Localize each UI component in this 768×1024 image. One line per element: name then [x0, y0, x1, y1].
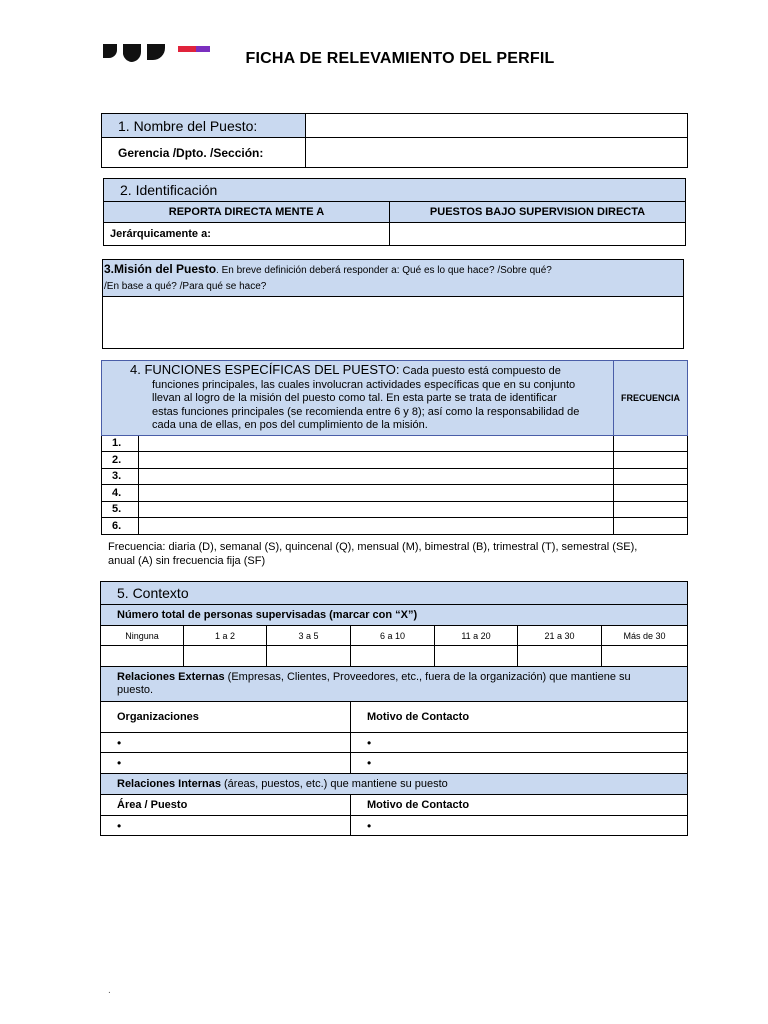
funciones-desc-2: llevan al logro de la misión del puesto como tal. En esta parte se trata de identificar	[152, 392, 557, 404]
organizacion-bullet-field[interactable]: •	[101, 733, 351, 753]
motivo-bullet-field[interactable]: •	[351, 753, 688, 774]
relaciones-externas-desc-2: puesto.	[117, 684, 154, 696]
area-bullet-field[interactable]: •	[101, 816, 351, 836]
mision-desc-2: /En base a qué? /Para qué se hace?	[104, 281, 267, 292]
range-11-20: 11 a 20	[435, 626, 518, 646]
relaciones-internas-cell	[101, 774, 688, 795]
mision-desc-1: . En breve definición deberá responder a: Qué es lo que hace? /Sobre qué?	[216, 265, 552, 276]
organizacion-bullet-field[interactable]: •	[101, 753, 351, 774]
motivo-contacto-header-2: Motivo de Contacto	[351, 795, 688, 816]
relaciones-externas-desc: (Empresas, Clientes, Proveedores, etc., fuera de la organización) que mantiene su	[224, 671, 631, 683]
motivo-contacto-header: Motivo de Contacto	[351, 702, 688, 733]
jerarquicamente-label: Jerárquicamente a:	[104, 223, 390, 246]
funciones-desc-3: estas funciones principales (se recomienda entre 6 y 8); así como la responsabilidad de	[152, 405, 580, 418]
range-checkbox[interactable]	[267, 646, 351, 667]
funcion-row-number: 4.	[102, 484, 139, 501]
area-puesto-header: Área / Puesto	[101, 795, 351, 816]
funcion-row-number: 1.	[102, 435, 139, 451]
footer-mark: .	[108, 985, 111, 996]
frecuencia-field[interactable]	[614, 484, 688, 501]
page-title: FICHA DE RELEVAMIENTO DEL PERFIL	[245, 50, 555, 67]
relaciones-internas-desc: (áreas, puestos, etc.) que mantiene su puesto	[220, 778, 448, 790]
motivo-bullet-field[interactable]: •	[351, 733, 688, 753]
section-contexto	[100, 581, 688, 836]
frecuencia-note-line1: Frecuencia: diaria (D), semanal (S), quincenal (Q), mensual (M), bimestral (B), trimestral (T), semestral (SE),	[108, 541, 638, 553]
motivo-bullet-field-2[interactable]: •	[351, 816, 688, 836]
funcion-field[interactable]	[139, 468, 614, 484]
frecuencia-field[interactable]	[614, 517, 688, 534]
relaciones-externas-label: Relaciones Externas	[117, 671, 225, 683]
section-mision	[102, 259, 684, 349]
range-21-30: 21 a 30	[518, 626, 602, 646]
range-6-10: 6 a 10	[351, 626, 435, 646]
funciones-header-cell	[102, 361, 614, 436]
organizaciones-header: Organizaciones	[101, 702, 351, 733]
funciones-desc-start: Cada puesto está compuesto de	[402, 365, 561, 377]
funciones-desc-1: funciones principales, las cuales involucran actividades específicas que en su conjunto	[152, 378, 576, 391]
mision-field[interactable]	[103, 297, 684, 349]
funcion-field[interactable]	[139, 517, 614, 534]
range-3-5: 3 a 5	[267, 626, 351, 646]
funciones-heading: 4. FUNCIONES ESPECÍFICAS DEL PUESTO:	[130, 362, 400, 377]
funcion-field[interactable]	[139, 435, 614, 451]
funcion-field[interactable]	[139, 484, 614, 501]
puestos-supervision-field[interactable]	[390, 223, 686, 246]
section-funciones	[101, 360, 688, 535]
frecuencia-field[interactable]	[614, 468, 688, 484]
funcion-field[interactable]	[139, 501, 614, 517]
range-checkbox[interactable]	[101, 646, 184, 667]
gerencia-field[interactable]	[306, 138, 688, 168]
supervisadas-label: Número total de personas supervisadas (marcar con “X”)	[101, 605, 688, 626]
funcion-row-number: 2.	[102, 451, 139, 468]
frecuencia-field[interactable]	[614, 435, 688, 451]
gerencia-label: Gerencia /Dpto. /Sección:	[102, 138, 306, 168]
frecuencia-header: FRECUENCIA	[614, 361, 688, 436]
mision-header-cell	[103, 260, 684, 297]
frecuencia-note	[108, 540, 686, 568]
mision-heading: 3.Misión del Puesto	[104, 262, 217, 276]
relaciones-internas-label: Relaciones Internas	[117, 778, 221, 790]
frecuencia-field[interactable]	[614, 501, 688, 517]
funcion-row-number: 5.	[102, 501, 139, 517]
frecuencia-note-line2: anual (A) sin frecuencia fija (SF)	[108, 555, 266, 567]
supervision-header: PUESTOS BAJO SUPERVISION DIRECTA	[390, 202, 686, 223]
range-ninguna: Ninguna	[101, 626, 184, 646]
nombre-puesto-field[interactable]	[306, 114, 688, 138]
frecuencia-field[interactable]	[614, 451, 688, 468]
section-identificacion	[103, 178, 686, 246]
contexto-heading: 5. Contexto	[101, 582, 688, 605]
funcion-row-number: 3.	[102, 468, 139, 484]
section-nombre-puesto	[101, 113, 688, 168]
range-1-2: 1 a 2	[184, 626, 267, 646]
reporta-header: REPORTA DIRECTA MENTE A	[104, 202, 390, 223]
nombre-puesto-label: 1. Nombre del Puesto:	[102, 114, 306, 138]
funciones-desc-4: cada una de ellas, en pos del cumplimiento de la misión.	[152, 419, 428, 431]
range-checkbox[interactable]	[184, 646, 267, 667]
funcion-field[interactable]	[139, 451, 614, 468]
range-checkbox[interactable]	[602, 646, 688, 667]
range-mas-30: Más de 30	[602, 626, 688, 646]
range-checkbox[interactable]	[518, 646, 602, 667]
range-checkbox[interactable]	[351, 646, 435, 667]
range-checkbox[interactable]	[435, 646, 518, 667]
relaciones-externas-cell	[101, 667, 688, 702]
funcion-row-number: 6.	[102, 517, 139, 534]
identificacion-heading: 2. Identificación	[104, 179, 686, 202]
